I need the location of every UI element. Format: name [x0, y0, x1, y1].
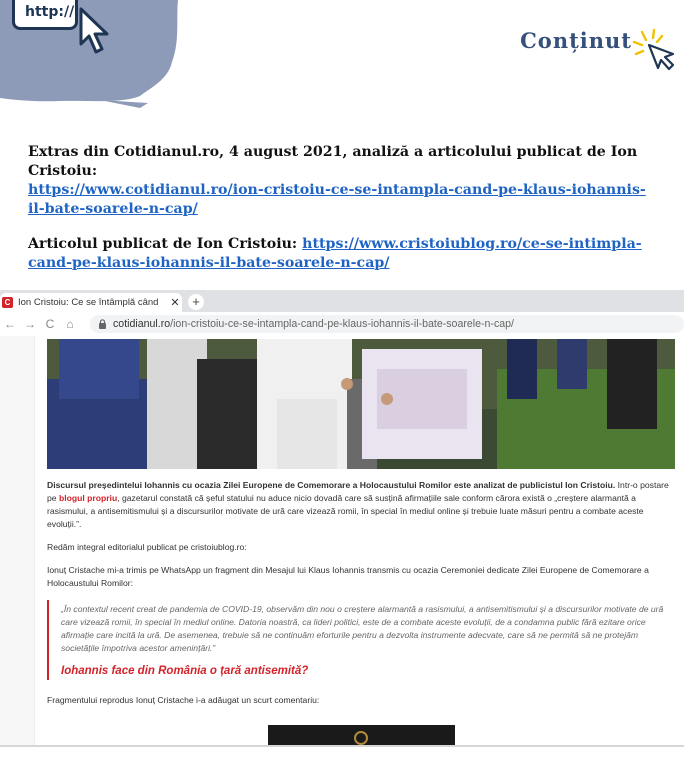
bottom-divider — [0, 745, 684, 747]
url-domain: cotidianul.ro — [113, 318, 171, 330]
back-icon[interactable]: ← — [4, 317, 16, 331]
http-badge — [12, 0, 78, 30]
seal-icon — [354, 731, 368, 745]
quote-text: „În contextul recent creat de pandemia de COVID-19, observăm din nou o creștere alarmantă a rasismului, a antisemitismului și a discursurilor motivate de ură care vizează romii, în special în mediul online. Datoria noastră, ca lideri politici, este de a combate aceste evoluții, de a condamna public fără ezitare orice afirmație care incită la ură. De asemenea, trebuie să ne continuăm eforturile pentru a dezvolta instrumente adecvate, care să ne permită să ne protejăm societățile împotriva acestor amenințări.” — [61, 604, 664, 653]
article-paragraph-4: Fragmentului reprodus Ionuț Cristache i-a adăugat un scurt comentariu: — [47, 695, 320, 705]
tab-bar — [0, 290, 684, 312]
cristoiublog-link[interactable]: https://www.cristoiublog.ro/ce-se-intimpla-cand-pe-klaus-iohannis-il-bate-soarele-n-cap/ — [28, 236, 642, 271]
quote-heading: Iohannis face din România o țară antisemită? — [61, 665, 309, 677]
web-page — [0, 336, 684, 745]
article-paragraph-2: Redăm integral editorialul publicat pe cristoiublog.ro: — [47, 542, 247, 552]
article-lead — [47, 479, 675, 531]
address-bar[interactable] — [90, 315, 684, 333]
lead-text-1: Intr-o postare pe — [47, 480, 669, 503]
forward-icon[interactable]: → — [24, 317, 36, 331]
home-icon[interactable]: ⌂ — [66, 317, 74, 331]
tab-close-icon[interactable]: ✕ — [170, 297, 180, 309]
article-quote — [47, 600, 675, 680]
browser-tab[interactable] — [0, 293, 182, 312]
extract-label: Extras din Cotidianul.ro, 4 august 2021, analiză a articolului publicat de Ion Cristoiu: — [28, 144, 638, 179]
click-sparkle-icon — [632, 28, 678, 74]
site-favicon-icon: C — [2, 297, 13, 308]
browser-toolbar — [0, 312, 684, 337]
url-path: /ion-cristoiu-ce-se-intampla-cand-pe-klaus-iohannis-il-bate-soarele-n-cap/ — [170, 318, 514, 330]
article-paragraph-3: Ionuț Cristache mi-a trimis pe WhatsApp un fragment din Mesajul lui Klaus Iohannis transmis cu ocazia Ceremoniei dedicate Zilei Europene de Comemorare a Holocaustului Romilor: — [47, 565, 649, 588]
paragraph-article — [28, 235, 658, 273]
page-sidebar — [0, 336, 35, 745]
lead-bold-text: Discursul președintelui Iohannis cu ocazia Zilei Europene de Comemorare a Holocaustului Romilor este analizat de publicistul Ion Cristoiu. — [47, 480, 616, 490]
lock-icon — [98, 319, 107, 329]
lead-text-2: , gazetarul constată că șeful statului nu aduce nicio dovadă care să susțină afirmațiile sale conform cărora există o „creștere alarmantă a rasismului, a antisemitismului și a discursurilor motivate de ură care vizează romii, în special în mediul online și trebuie luate măsuri pentru a combate aceste evoluții.”. — [47, 493, 644, 529]
reload-icon[interactable]: C — [45, 317, 55, 331]
cursor-icon — [78, 6, 112, 56]
paragraph-extract — [28, 143, 658, 219]
embedded-image — [268, 725, 455, 745]
cotidianul-link[interactable]: https://www.cotidianul.ro/ion-cristoiu-ce-se-intampla-cand-pe-klaus-iohannis-il-bate-soarele-n-cap/ — [28, 182, 646, 217]
article-body — [47, 479, 675, 717]
new-tab-button[interactable]: + — [188, 294, 204, 310]
tab-title: Ion Cristoiu: Ce se întâmplă când — [18, 297, 159, 308]
http-badge-text: http:// — [25, 4, 75, 20]
blog-link[interactable]: blogul propriu — [58, 493, 118, 503]
article-photo — [47, 339, 675, 469]
article-label: Articolul publicat de Ion Cristoiu: — [28, 236, 298, 252]
browser-screenshot — [0, 290, 684, 745]
section-title: Conținut — [520, 28, 632, 53]
document-text — [28, 143, 658, 289]
